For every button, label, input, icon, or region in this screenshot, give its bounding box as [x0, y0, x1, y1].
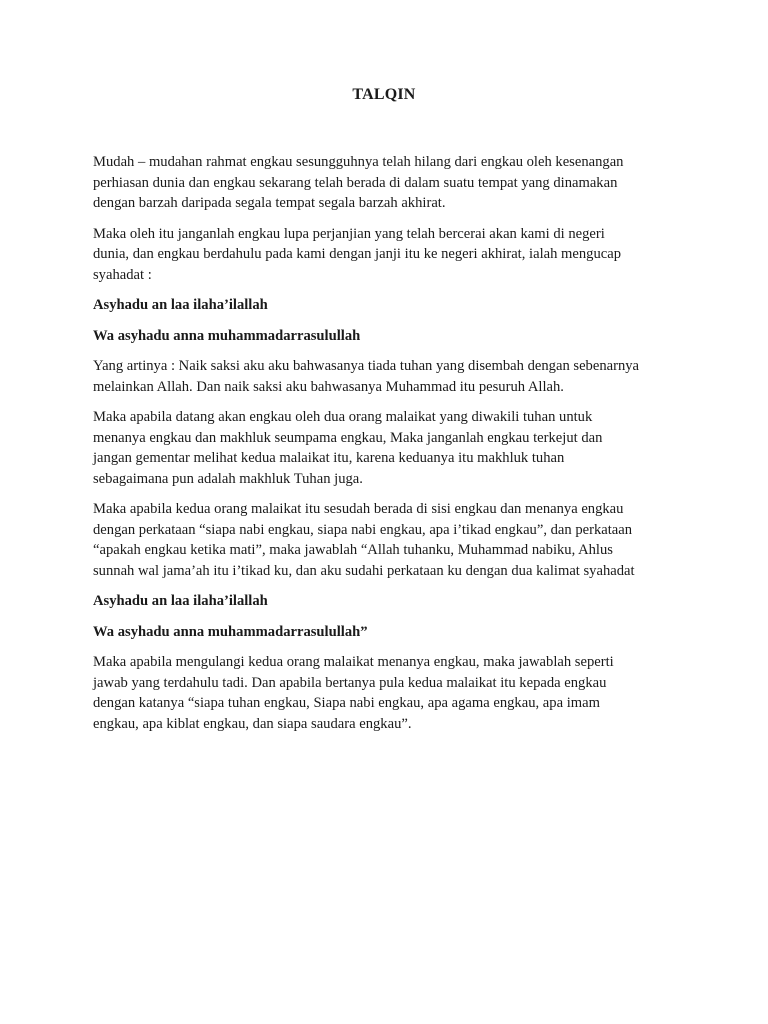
- paragraph-line: Maka apabila datang akan engkau oleh dua orang malaikat yang diwakili tuhan untuk: [93, 409, 593, 425]
- paragraph-line: dengan perkataan “siapa nabi engkau, siapa nabi engkau, apa i’tikad engkau”, dan perkataan: [93, 521, 633, 538]
- paragraph-line: sunnah wal jama’ah itu i’tikad ku, dan aku sudahi perkataan ku dengan dua kalimat syahadat: [93, 562, 635, 579]
- paragraph-line: melainkan Allah. Dan naik saksi aku bahwasanya Muhammad itu pesuruh Allah.: [93, 378, 564, 395]
- paragraph-line: Maka oleh itu janganlah engkau lupa perjanjian yang telah bercerai akan kami di negeri: [93, 225, 605, 242]
- bold-paragraph: [93, 295, 693, 316]
- paragraph: [93, 224, 693, 286]
- paragraph-line: jangan gementar melihat kedua malaikat itu, karena keduanya itu makhluk tuhan: [93, 450, 565, 466]
- paragraph-line: Yang artinya : Naik saksi aku aku bahwasanya tiada tuhan yang disembah dengan sebenarnya: [93, 358, 640, 374]
- paragraph-line: Mudah – mudahan rahmat engkau sesungguhnya telah hilang dari engkau oleh kesenangan: [93, 154, 624, 170]
- paragraph-line: “apakah engkau ketika mati”, maka jawablah “Allah tuhanku, Muhammad nabiku, Ahlus: [93, 542, 613, 558]
- paragraph: [93, 152, 693, 214]
- document-body: [93, 152, 693, 744]
- paragraph-line: Maka apabila mengulangi kedua orang malaikat menanya engkau, maka jawablah seperti: [93, 654, 614, 670]
- paragraph-line: dunia, dan engkau berdahulu pada kami dengan janji itu ke negeri akhirat, ialah mengucap: [93, 246, 622, 262]
- paragraph-line: menanya engkau dan makhluk seumpama engkau, Maka janganlah engkau terkejut dan: [93, 429, 603, 446]
- paragraph-line: syahadat :: [93, 266, 152, 283]
- paragraph-line: perhiasan dunia dan engkau sekarang telah berada di dalam suatu tempat yang dinamakan: [93, 174, 618, 191]
- bold-paragraph: [93, 622, 693, 643]
- paragraph-line: Wa asyhadu anna muhammadarrasulullah: [93, 327, 361, 344]
- paragraph-line: dengan katanya “siapa tuhan engkau, Siapa nabi engkau, apa agama engkau, apa imam: [93, 695, 600, 711]
- paragraph-line: Asyhadu an laa ilaha’ilallah: [93, 593, 268, 609]
- document-title: TALQIN: [352, 86, 416, 103]
- paragraph-line: jawab yang terdahulu tadi. Dan apabila bertanya pula kedua malaikat itu kepada engkau: [93, 674, 607, 691]
- paragraph-line: dengan barzah daripada segala tempat segala barzah akhirat.: [93, 195, 446, 211]
- paragraph: [93, 652, 693, 734]
- paragraph-line: Asyhadu an laa ilaha’ilallah: [93, 297, 268, 313]
- paragraph-line: Wa asyhadu anna muhammadarrasulullah”: [93, 623, 368, 640]
- paragraph: [93, 499, 693, 581]
- bold-paragraph: [93, 326, 693, 347]
- paragraph: [93, 407, 693, 489]
- paragraph: [93, 356, 693, 397]
- bold-paragraph: [93, 591, 693, 612]
- paragraph-line: Maka apabila kedua orang malaikat itu sesudah berada di sisi engkau dan menanya engkau: [93, 501, 624, 517]
- paragraph-line: engkau, apa kiblat engkau, dan siapa saudara engkau”.: [93, 715, 412, 732]
- paragraph-line: sebagaimana pun adalah makhluk Tuhan juga.: [93, 470, 363, 487]
